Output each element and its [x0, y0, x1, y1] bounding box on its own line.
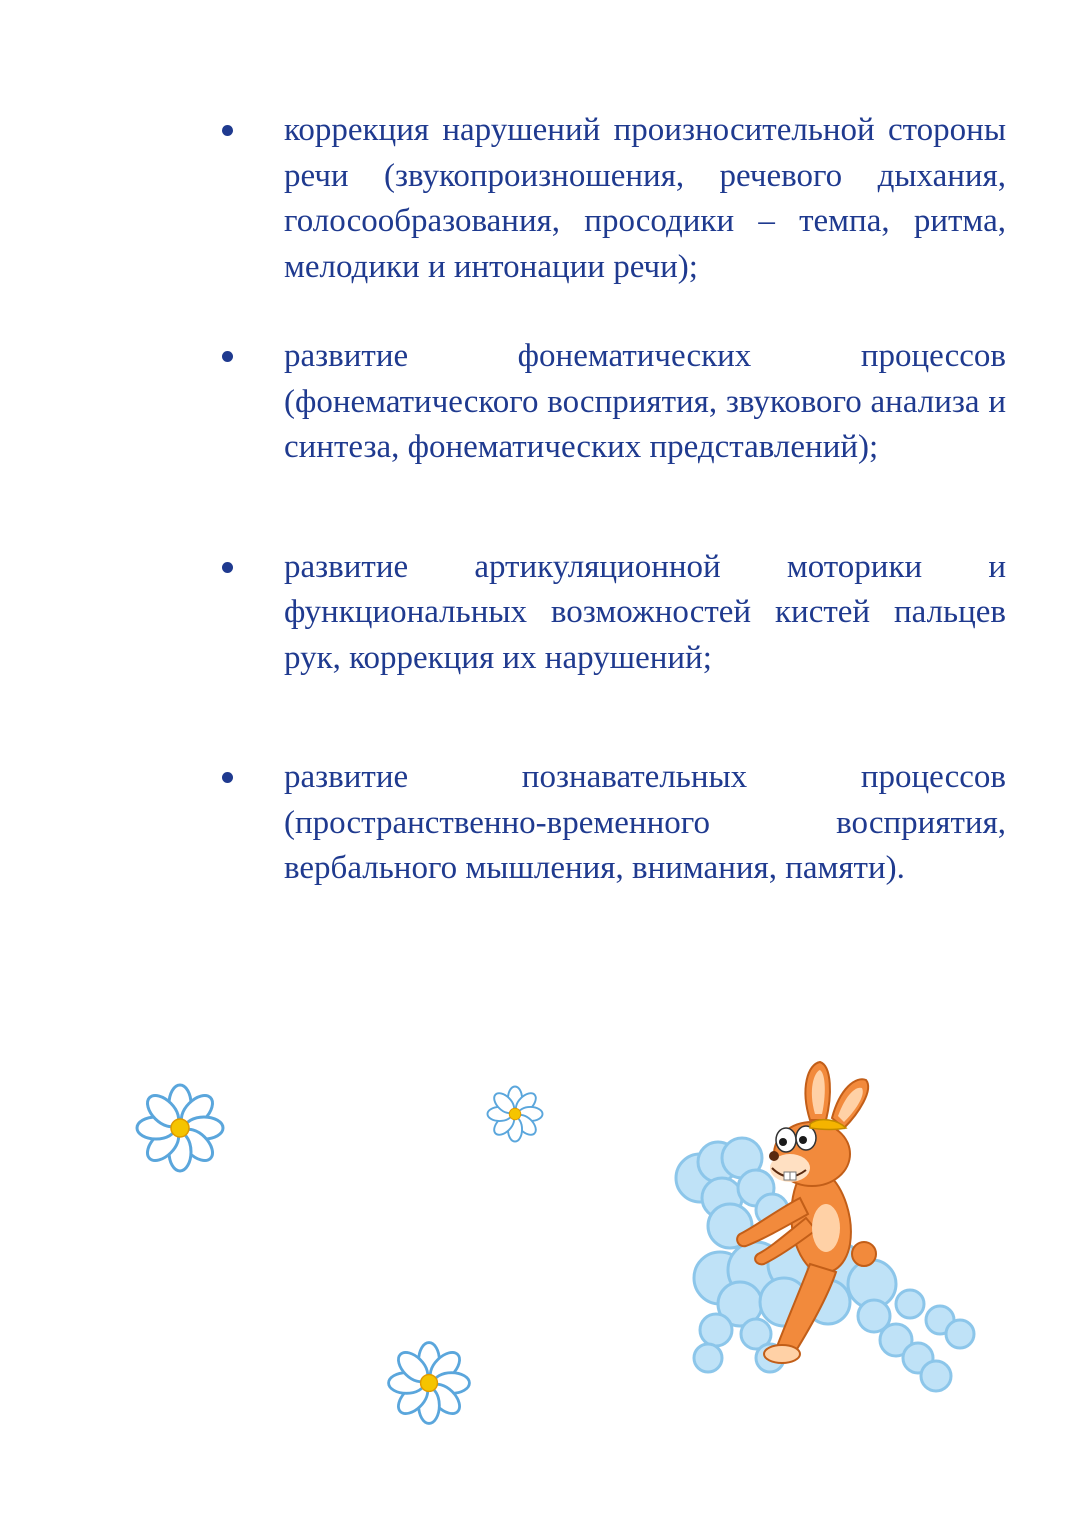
bullet-icon [222, 125, 233, 136]
list-item [216, 334, 1006, 471]
daisy-flower-icon [378, 1336, 480, 1430]
list-item [216, 755, 1006, 892]
list-item-text: коррекция нарушений произносительной стороны речи (звукопроизношения, речевого дыхания, голосообразования, просодики – темпа, ритма, мелодики и интонации речи); [284, 112, 1006, 285]
bullet-icon [222, 351, 233, 362]
bunny-on-cloud-icon [660, 1058, 990, 1428]
daisy-flower-icon [480, 1082, 550, 1146]
list-item [216, 545, 1006, 682]
list-item-text: развитие артикуляционной моторики и функциональных возможностей кистей пальцев рук, коррекция их нарушений; [284, 548, 1006, 676]
bullet-icon [222, 562, 233, 573]
daisy-flower-icon [126, 1078, 234, 1178]
bullet-icon [222, 772, 233, 783]
bullet-list [216, 108, 1006, 892]
list-item-text: развитие фонематических процессов (фонематического восприятия, звукового анализа и синтеза, фонематических представлений); [284, 338, 1006, 465]
list-item-text: развитие познавательных процессов (пространственно-временного восприятия, вербального мышления, внимания, памяти). [284, 759, 1006, 886]
list-item [216, 108, 1006, 290]
